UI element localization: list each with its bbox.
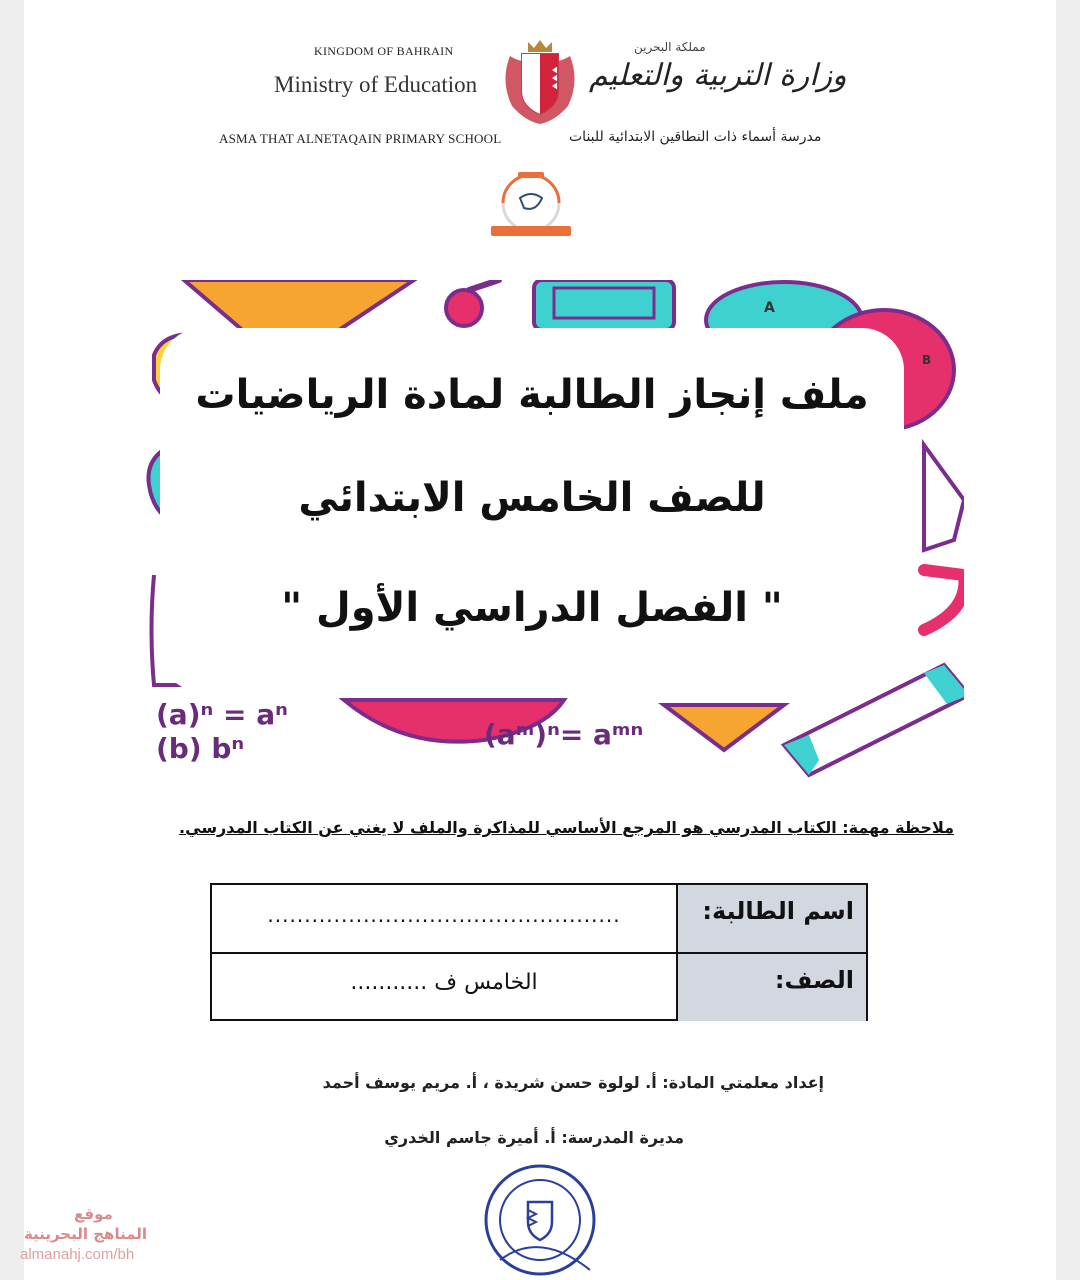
title-line-1: ملف إنجاز الطالبة لمادة الرياضيات bbox=[195, 372, 869, 418]
title-line-3: " الفصل الدراسي الأول " bbox=[281, 585, 783, 631]
school-arabic: مدرسة أسماء ذات النطاقين الابتدائية للبنات bbox=[569, 129, 822, 145]
ministry-english: Ministry of Education bbox=[274, 72, 478, 97]
watermark-line-2: المناهج البحرينية bbox=[24, 1225, 148, 1243]
student-info-table bbox=[210, 883, 868, 1021]
venn-label-a: A bbox=[764, 300, 775, 316]
table-row-class bbox=[212, 954, 866, 1021]
table-row-student-name bbox=[212, 885, 866, 954]
kingdom-english: KINGDOM OF BAHRAIN bbox=[314, 44, 454, 58]
ministry-arabic: وزارة التربية والتعليم bbox=[589, 58, 847, 93]
school-principal: مديرة المدرسة: أ. أميرة جاسم الخدري bbox=[384, 1128, 684, 1147]
school-english: ASMA THAT ALNETAQAIN PRIMARY SCHOOL bbox=[219, 131, 502, 146]
watermark-url: almanahj.com/bh bbox=[20, 1246, 135, 1263]
kingdom-arabic: مملكة البحرين bbox=[634, 40, 706, 54]
student-name-label: اسم الطالبة: bbox=[676, 885, 866, 952]
watermark-line-1: موقع bbox=[74, 1205, 113, 1223]
school-logo-icon bbox=[486, 168, 576, 243]
important-note: ملاحظة مهمة: الكتاب المدرسي هو المرجع الأساسي للمذاكرة والملف لا يغني عن الكتاب المدرسي. bbox=[179, 818, 954, 837]
bahrain-emblem-icon bbox=[500, 36, 580, 126]
formula-power-of-power: (aᵐ)ⁿ= aᵐⁿ bbox=[484, 718, 644, 751]
class-label: الصف: bbox=[676, 954, 866, 1021]
prepared-by: إعداد معلمتي المادة: أ. لولوة حسن شريدة ، أ. مريم يوسف أحمد bbox=[322, 1073, 824, 1092]
document-page bbox=[20, 0, 1056, 1280]
venn-label-b: B bbox=[922, 353, 932, 367]
title-line-2: للصف الخامس الابتدائي bbox=[298, 475, 766, 521]
student-name-field[interactable]: ................................................ bbox=[267, 903, 621, 927]
formula-fraction-denominator: (b) bⁿ bbox=[156, 732, 245, 765]
formula-fraction-numerator: (a)ⁿ = aⁿ bbox=[156, 698, 288, 731]
class-field[interactable]: الخامس ف ........... bbox=[350, 970, 538, 995]
school-stamp-icon bbox=[480, 1160, 600, 1280]
